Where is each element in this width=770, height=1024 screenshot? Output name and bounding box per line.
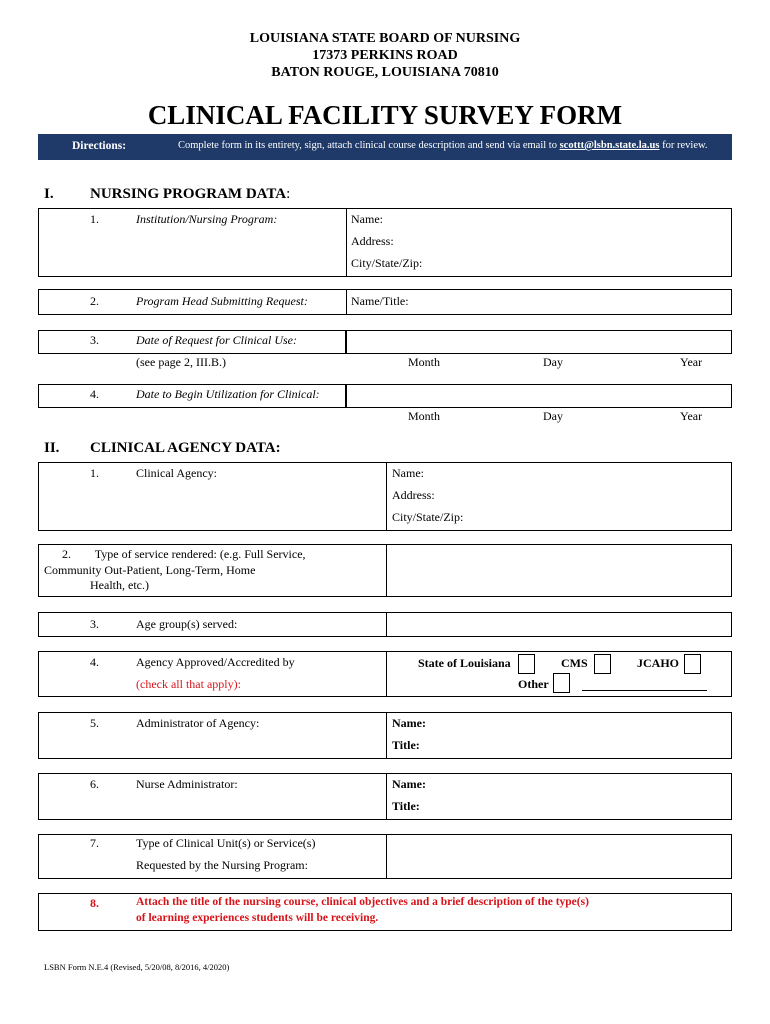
s1-item1-city-field[interactable]: City/State/Zip: <box>351 256 423 270</box>
directions-bar <box>38 134 732 160</box>
section2-number: II. <box>44 440 60 456</box>
s2-item5-num: 5. <box>90 716 99 730</box>
s1-item3-note: (see page 2, III.B.) <box>136 355 226 369</box>
s1-item4-date-field[interactable] <box>346 384 732 408</box>
s2-item1-divider <box>386 462 387 531</box>
cms-label: CMS <box>561 656 588 670</box>
s2-item3-label: Age group(s) served: <box>136 617 238 631</box>
s2-item7-unit-field[interactable] <box>388 836 730 877</box>
s2-item5-title-field[interactable]: Title: <box>392 738 420 752</box>
s1-item4-label: Date to Begin Utilization for Clinical: <box>136 387 320 401</box>
s2-item5-divider <box>386 712 387 759</box>
form-footer: LSBN Form N.E.4 (Revised, 5/20/08, 8/2016, 4/2020) <box>44 962 230 972</box>
section1-title-suffix: : <box>286 186 291 202</box>
s2-item2-line3: Health, etc.) <box>90 578 149 592</box>
s2-item3-divider <box>386 612 387 637</box>
s2-item4-divider <box>386 651 387 697</box>
other-checkbox[interactable] <box>553 673 570 693</box>
s2-item3-age-field[interactable] <box>388 614 730 635</box>
form-title: CLINICAL FACILITY SURVEY FORM <box>147 100 623 130</box>
s2-item4-num: 4. <box>90 655 99 669</box>
s1-item1-label: Institution/Nursing Program: <box>136 212 278 226</box>
s1-item4-month-label: Month <box>408 409 441 423</box>
jcaho-label: JCAHO <box>637 656 679 670</box>
s2-item8-line1: Attach the title of the nursing course, clinical objectives and a brief description of the type(s) <box>136 896 589 908</box>
s1-item3-year-label: Year <box>680 355 703 369</box>
s2-item1-label: Clinical Agency: <box>136 466 217 480</box>
s2-item2-divider <box>386 544 387 597</box>
s1-item3-label: Date of Request for Clinical Use: <box>136 333 297 347</box>
board-city: BATON ROUGE, LOUISIANA 70810 <box>271 65 499 80</box>
s2-item4-note: (check all that apply): <box>136 677 241 691</box>
s1-item3-num: 3. <box>90 333 99 347</box>
board-name: LOUISIANA STATE BOARD OF NURSING <box>249 31 521 46</box>
s1-item1-address-field[interactable]: Address: <box>351 234 394 248</box>
s2-item7-num: 7. <box>90 836 99 850</box>
other-label: Other <box>518 677 549 691</box>
s1-item2-name-title-field[interactable]: Name/Title: <box>351 294 409 308</box>
s2-item2-line2: Community Out-Patient, Long-Term, Home <box>44 563 256 577</box>
state-of-louisiana-checkbox[interactable] <box>518 654 535 674</box>
s2-item2-line1: 2. Type of service rendered: (e.g. Full Service, <box>62 547 306 561</box>
s1-item4-year-label: Year <box>680 409 703 423</box>
state-of-louisiana-label: State of Louisiana <box>418 656 511 670</box>
directions-text <box>178 136 708 156</box>
s1-item1-num: 1. <box>90 212 99 226</box>
s1-item2-num: 2. <box>90 294 99 308</box>
s2-item8-line2: of learning experiences students will be receiving. <box>136 912 379 924</box>
s1-item2-divider <box>346 289 347 315</box>
jcaho-checkbox[interactable] <box>684 654 701 674</box>
board-street: 17373 PERKINS ROAD <box>312 48 458 63</box>
s2-item2-service-field[interactable] <box>388 546 730 595</box>
s1-item3-day-label: Day <box>543 355 563 369</box>
s2-item6-label: Nurse Administrator: <box>136 777 238 791</box>
other-specify-line[interactable] <box>582 690 707 691</box>
s1-item3-date-field[interactable] <box>346 330 732 354</box>
s2-item5-name-field[interactable]: Name: <box>392 716 426 730</box>
s2-item1-num: 1. <box>90 466 99 480</box>
s2-item1-city-field[interactable]: City/State/Zip: <box>392 510 464 524</box>
s1-item3-month-label: Month <box>408 355 441 369</box>
s2-item5-label: Administrator of Agency: <box>136 716 260 730</box>
s1-item1-name-field[interactable]: Name: <box>351 212 383 226</box>
s1-item4-num: 4. <box>90 387 99 401</box>
s2-item6-title-field[interactable]: Title: <box>392 799 420 813</box>
directions-text-after: for review. <box>659 140 708 151</box>
s2-item7-label2: Requested by the Nursing Program: <box>136 858 308 872</box>
s2-item8-num: 8. <box>90 896 99 910</box>
s2-item1-address-field[interactable]: Address: <box>392 488 435 502</box>
s2-item6-divider <box>386 773 387 820</box>
s1-item1-divider <box>346 208 347 277</box>
directions-text-before: Complete form in its entirety, sign, attach clinical course description and send via email to <box>178 140 560 151</box>
s2-item3-num: 3. <box>90 617 99 631</box>
s2-item4-label: Agency Approved/Accredited by <box>136 655 295 669</box>
s2-item6-num: 6. <box>90 777 99 791</box>
section2-title: CLINICAL AGENCY DATA: <box>90 440 281 456</box>
s1-item2-label: Program Head Submitting Request: <box>136 294 308 308</box>
s2-item7-divider <box>386 834 387 879</box>
s2-item6-name-field[interactable]: Name: <box>392 777 426 791</box>
directions-email-link[interactable]: scottt@lsbn.state.la.us <box>559 140 660 151</box>
directions-label: Directions: <box>72 140 127 152</box>
section1-number: I. <box>44 186 54 202</box>
s2-item7-label: Type of Clinical Unit(s) or Service(s) <box>136 836 316 850</box>
cms-checkbox[interactable] <box>594 654 611 674</box>
section1-title-text: NURSING PROGRAM DATA <box>90 186 287 202</box>
section1-title <box>90 186 290 203</box>
s1-item4-day-label: Day <box>543 409 563 423</box>
s2-item1-name-field[interactable]: Name: <box>392 466 424 480</box>
